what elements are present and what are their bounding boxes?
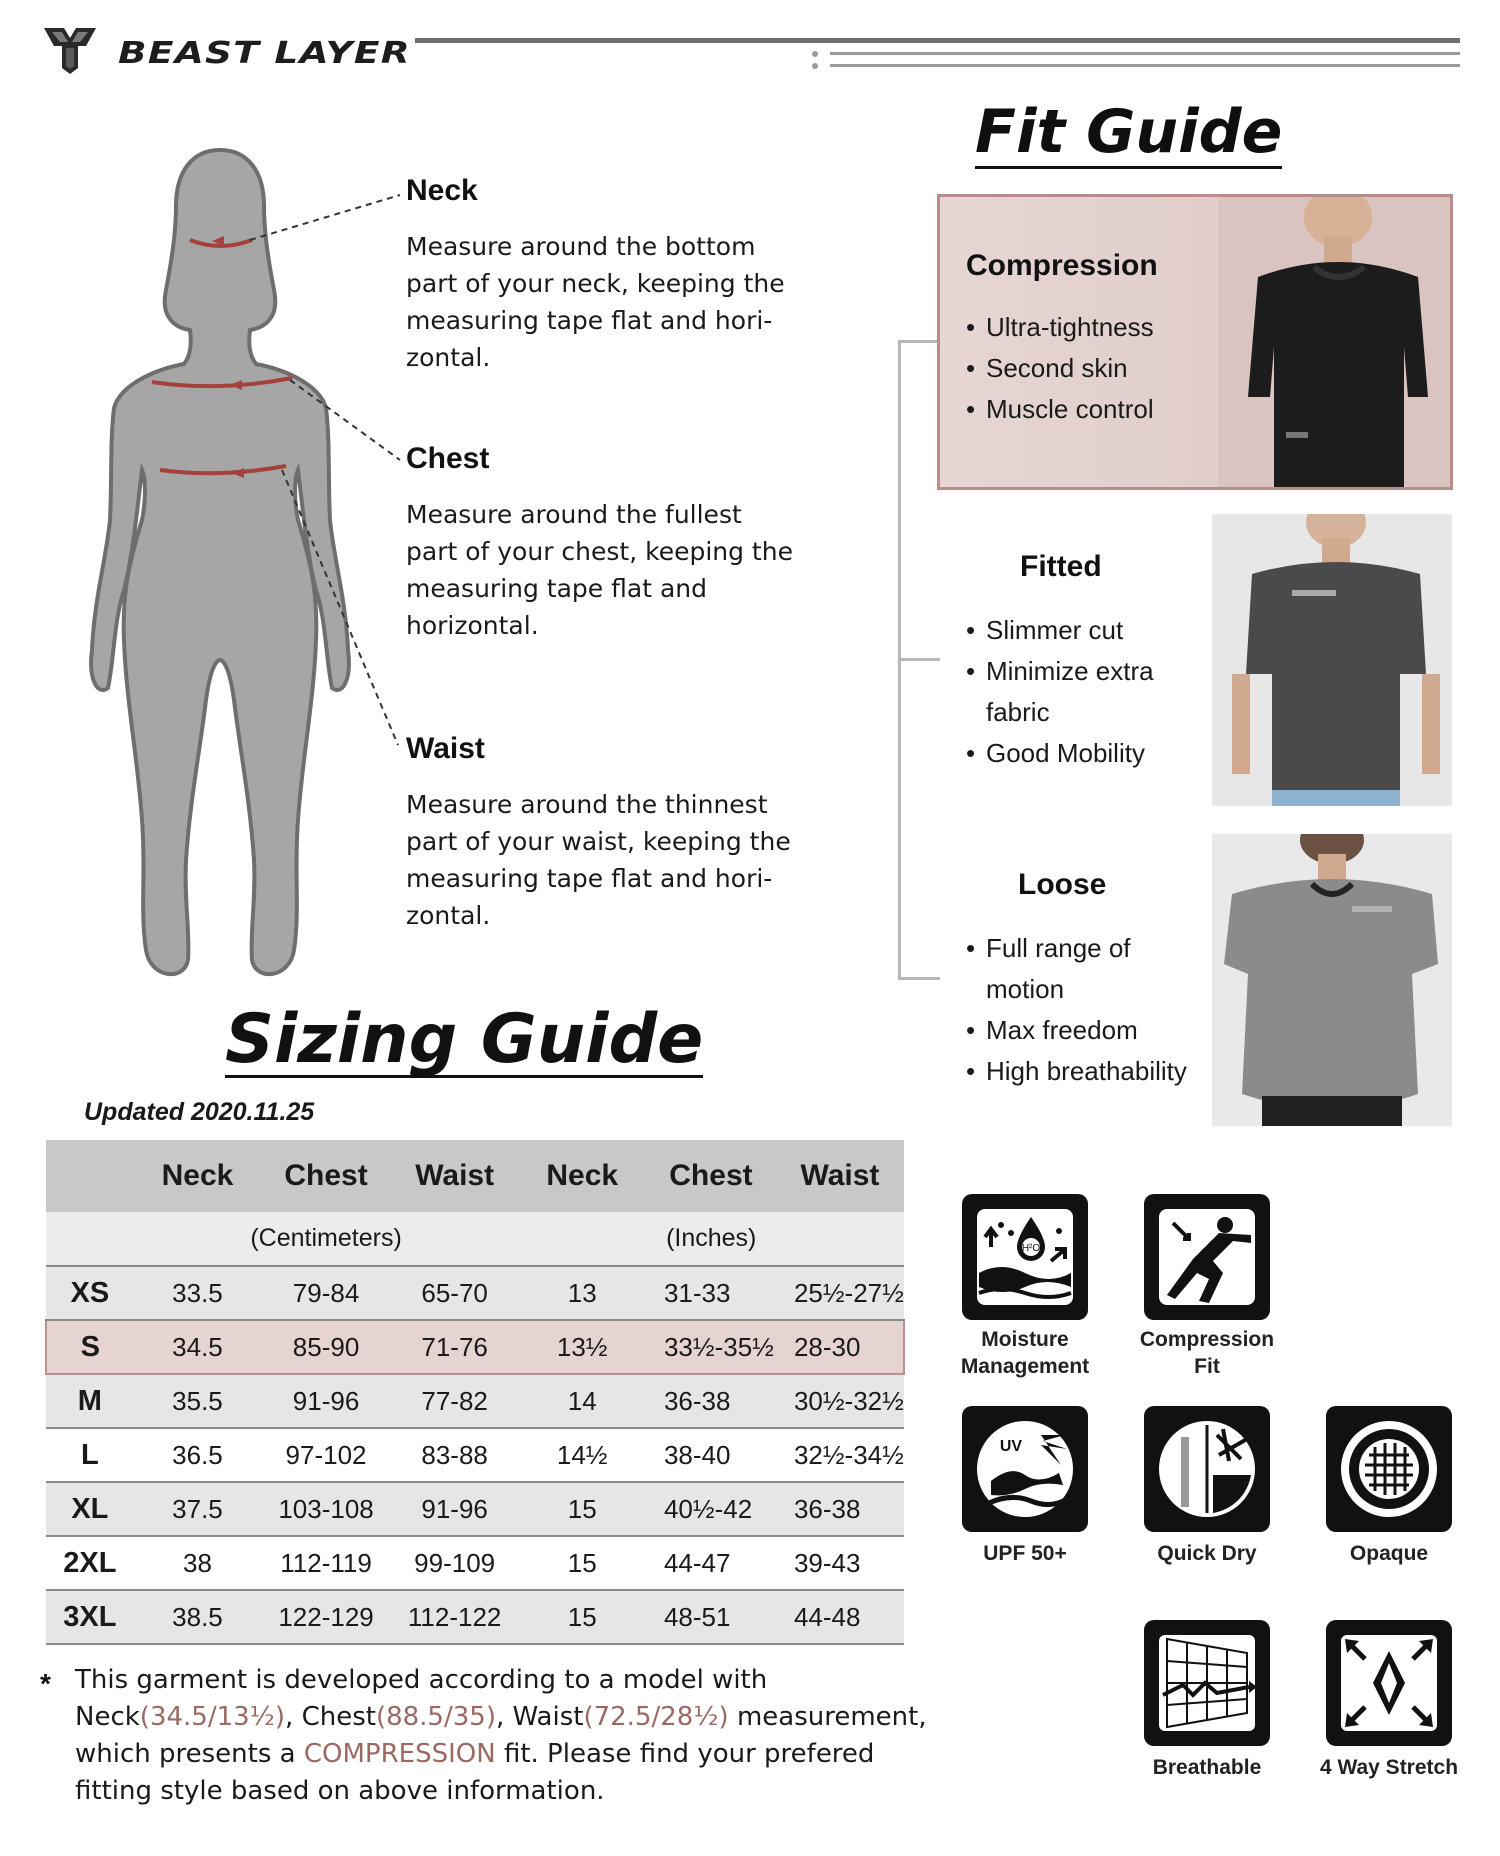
waist-in-cell: 32½-34½ xyxy=(776,1428,904,1482)
waist-cm-cell: 77-82 xyxy=(391,1374,519,1428)
waist-cm-cell: 112-122 xyxy=(391,1590,519,1644)
neck-in-cell: 15 xyxy=(518,1590,646,1644)
neck-in-cell: 14 xyxy=(518,1374,646,1428)
chest-cm-cell: 91-96 xyxy=(261,1374,391,1428)
unit-inches: (Inches) xyxy=(518,1212,904,1266)
feature-label: Quick Dry xyxy=(1157,1542,1257,1565)
bullet-item: • Good Mobility xyxy=(966,733,1154,774)
chest-cm-cell: 85-90 xyxy=(261,1320,391,1374)
table-unit-row xyxy=(46,1212,904,1266)
fit-bracket xyxy=(898,658,940,661)
chest-title: Chest xyxy=(406,442,490,475)
note-text: fit. Please find your prefered xyxy=(495,1739,875,1769)
bullet-item: • Full range of motion xyxy=(966,928,1187,1010)
bullet-item: • Ultra-tightness xyxy=(966,307,1154,348)
table-header-cell: Neck xyxy=(134,1140,262,1212)
chest-in-cell: 36-38 xyxy=(646,1374,776,1428)
size-table-body xyxy=(46,1266,904,1644)
table-header-cell: Waist xyxy=(776,1140,904,1212)
bullet-item: • Second skin xyxy=(966,348,1154,389)
fitted-bullets xyxy=(966,610,1154,774)
chest-in-cell: 38-40 xyxy=(646,1428,776,1482)
stretch-icon xyxy=(1326,1620,1452,1746)
upf-icon xyxy=(962,1406,1088,1532)
note-text: , xyxy=(495,1702,513,1732)
waist-in-cell: 30½-32½ xyxy=(776,1374,904,1428)
table-row xyxy=(46,1536,904,1590)
waist-in-cell: 44-48 xyxy=(776,1590,904,1644)
h2o-label: H²O xyxy=(1021,1243,1041,1254)
neck-title: Neck xyxy=(406,174,478,207)
loose-title: Loose xyxy=(1018,868,1107,901)
chest-cm-cell: 103-108 xyxy=(261,1482,391,1536)
table-header-cell: Neck xyxy=(518,1140,646,1212)
bullet-item: • Muscle control xyxy=(966,389,1154,430)
moisture-icon xyxy=(962,1194,1088,1320)
note-chest-value: (88.5/35) xyxy=(375,1702,496,1732)
fit-bracket xyxy=(898,340,940,343)
chest-in-cell: 33½-35½ xyxy=(646,1320,776,1374)
loose-shirt-photo xyxy=(1212,834,1452,1126)
note-fit-word: COMPRESSION xyxy=(303,1739,496,1769)
chest-cm-cell: 122-129 xyxy=(261,1590,391,1644)
neck-cm-cell: 38 xyxy=(134,1536,262,1590)
model-note xyxy=(75,1662,935,1810)
chest-in-cell: 40½-42 xyxy=(646,1482,776,1536)
chest-cm-cell: 112-119 xyxy=(261,1536,391,1590)
neck-cm-cell: 35.5 xyxy=(134,1374,262,1428)
table-row xyxy=(46,1374,904,1428)
compression-bullets xyxy=(966,307,1154,430)
compression-panel xyxy=(937,194,1453,490)
waist-title: Waist xyxy=(406,732,485,765)
table-header-cell: Waist xyxy=(391,1140,519,1212)
neck-description: Measure around the bottom part of your neck, keeping the measuring tape flat and hori- zontal. xyxy=(406,232,785,372)
chest-cm-cell: 97-102 xyxy=(261,1428,391,1482)
note-text: , xyxy=(285,1702,302,1732)
bullet-item: • High breathability xyxy=(966,1051,1187,1092)
bullet-item: • Minimize extra fabric xyxy=(966,651,1154,733)
chest-description: Measure around the fullest part of your chest, keeping the measuring tape flat and horizontal. xyxy=(406,500,793,640)
note-line: fitting style based on above information. xyxy=(75,1776,605,1806)
size-label-cell: L xyxy=(46,1428,134,1482)
neck-in-cell: 15 xyxy=(518,1482,646,1536)
size-label-cell: M xyxy=(46,1374,134,1428)
compression-icon xyxy=(1144,1194,1270,1320)
sizing-guide-title: Sizing Guide xyxy=(225,1000,704,1079)
note-text: Waist xyxy=(512,1702,584,1732)
feature-label: Compression Fit xyxy=(1139,1328,1275,1378)
note-line xyxy=(75,1736,935,1773)
table-row xyxy=(46,1428,904,1482)
waist-in-cell: 28-30 xyxy=(776,1320,904,1374)
neck-cm-cell: 34.5 xyxy=(134,1320,262,1374)
neck-cm-cell: 33.5 xyxy=(134,1266,262,1320)
note-text: which presents a xyxy=(75,1739,304,1769)
chest-in-cell: 44-47 xyxy=(646,1536,776,1590)
neck-cm-cell: 36.5 xyxy=(134,1428,262,1482)
waist-cm-cell: 65-70 xyxy=(391,1266,519,1320)
fit-guide-title: Fit Guide xyxy=(975,97,1283,167)
note-line xyxy=(75,1699,935,1736)
neck-cm-cell: 38.5 xyxy=(134,1590,262,1644)
compression-shirt-photo xyxy=(1218,197,1450,487)
loose-bullets xyxy=(966,928,1187,1092)
neck-in-cell: 14½ xyxy=(518,1428,646,1482)
note-text: measurement, xyxy=(728,1702,927,1732)
size-table xyxy=(45,1140,905,1645)
chest-in-cell: 48-51 xyxy=(646,1590,776,1644)
size-label-cell: XL xyxy=(46,1482,134,1536)
uv-label: UV xyxy=(999,1438,1023,1455)
bullet-item: • Max freedom xyxy=(966,1010,1187,1051)
quick-dry-icon xyxy=(1144,1406,1270,1532)
neck-cm-cell: 37.5 xyxy=(134,1482,262,1536)
updated-date: Updated 2020.11.25 xyxy=(84,1098,315,1126)
neck-in-cell: 13 xyxy=(518,1266,646,1320)
fitted-title: Fitted xyxy=(1020,550,1102,583)
table-header-row xyxy=(46,1140,904,1212)
note-text: Neck xyxy=(75,1702,140,1732)
note-neck-value: (34.5/13½) xyxy=(139,1702,286,1732)
waist-in-cell: 39-43 xyxy=(776,1536,904,1590)
chest-cm-cell: 79-84 xyxy=(261,1266,391,1320)
compression-title: Compression xyxy=(966,249,1158,282)
table-row xyxy=(46,1266,904,1320)
chest-in-cell: 31-33 xyxy=(646,1266,776,1320)
table-row xyxy=(46,1590,904,1644)
note-asterisk: * xyxy=(40,1668,51,1699)
table-header-cell xyxy=(46,1140,134,1212)
feature-label: Moisture Management xyxy=(960,1328,1090,1378)
neck-in-cell: 13½ xyxy=(518,1320,646,1374)
table-header-cell: Chest xyxy=(261,1140,391,1212)
waist-cm-cell: 71-76 xyxy=(391,1320,519,1374)
size-label-cell: 2XL xyxy=(46,1536,134,1590)
table-row xyxy=(46,1482,904,1536)
brand-name: BEAST LAYER xyxy=(118,36,411,71)
feature-label: Breathable xyxy=(1152,1756,1262,1779)
size-label-cell: 3XL xyxy=(46,1590,134,1644)
waist-description: Measure around the thinnest part of your waist, keeping the measuring tape flat and hori- zontal. xyxy=(406,790,791,930)
unit-centimeters: (Centimeters) xyxy=(134,1212,519,1266)
waist-in-cell: 25½-27½ xyxy=(776,1266,904,1320)
table-row xyxy=(46,1320,904,1374)
feature-label: 4 Way Stretch xyxy=(1319,1756,1459,1779)
waist-cm-cell: 99-109 xyxy=(391,1536,519,1590)
neck-in-cell: 15 xyxy=(518,1536,646,1590)
table-header-cell xyxy=(46,1212,134,1266)
breathable-icon xyxy=(1144,1620,1270,1746)
waist-in-cell: 36-38 xyxy=(776,1482,904,1536)
note-line: This garment is developed according to a model with xyxy=(75,1665,768,1695)
size-label-cell: S xyxy=(46,1320,134,1374)
note-text: Chest xyxy=(301,1702,376,1732)
waist-cm-cell: 83-88 xyxy=(391,1428,519,1482)
fit-bracket xyxy=(898,977,940,980)
bullet-item: • Slimmer cut xyxy=(966,610,1154,651)
opaque-icon xyxy=(1326,1406,1452,1532)
feature-label: UPF 50+ xyxy=(983,1542,1067,1565)
fitted-shirt-photo xyxy=(1212,514,1452,806)
waist-cm-cell: 91-96 xyxy=(391,1482,519,1536)
note-waist-value: (72.5/28½) xyxy=(583,1702,729,1732)
feature-label: Opaque xyxy=(1349,1542,1429,1565)
size-label-cell: XS xyxy=(46,1266,134,1320)
table-header-cell: Chest xyxy=(646,1140,776,1212)
